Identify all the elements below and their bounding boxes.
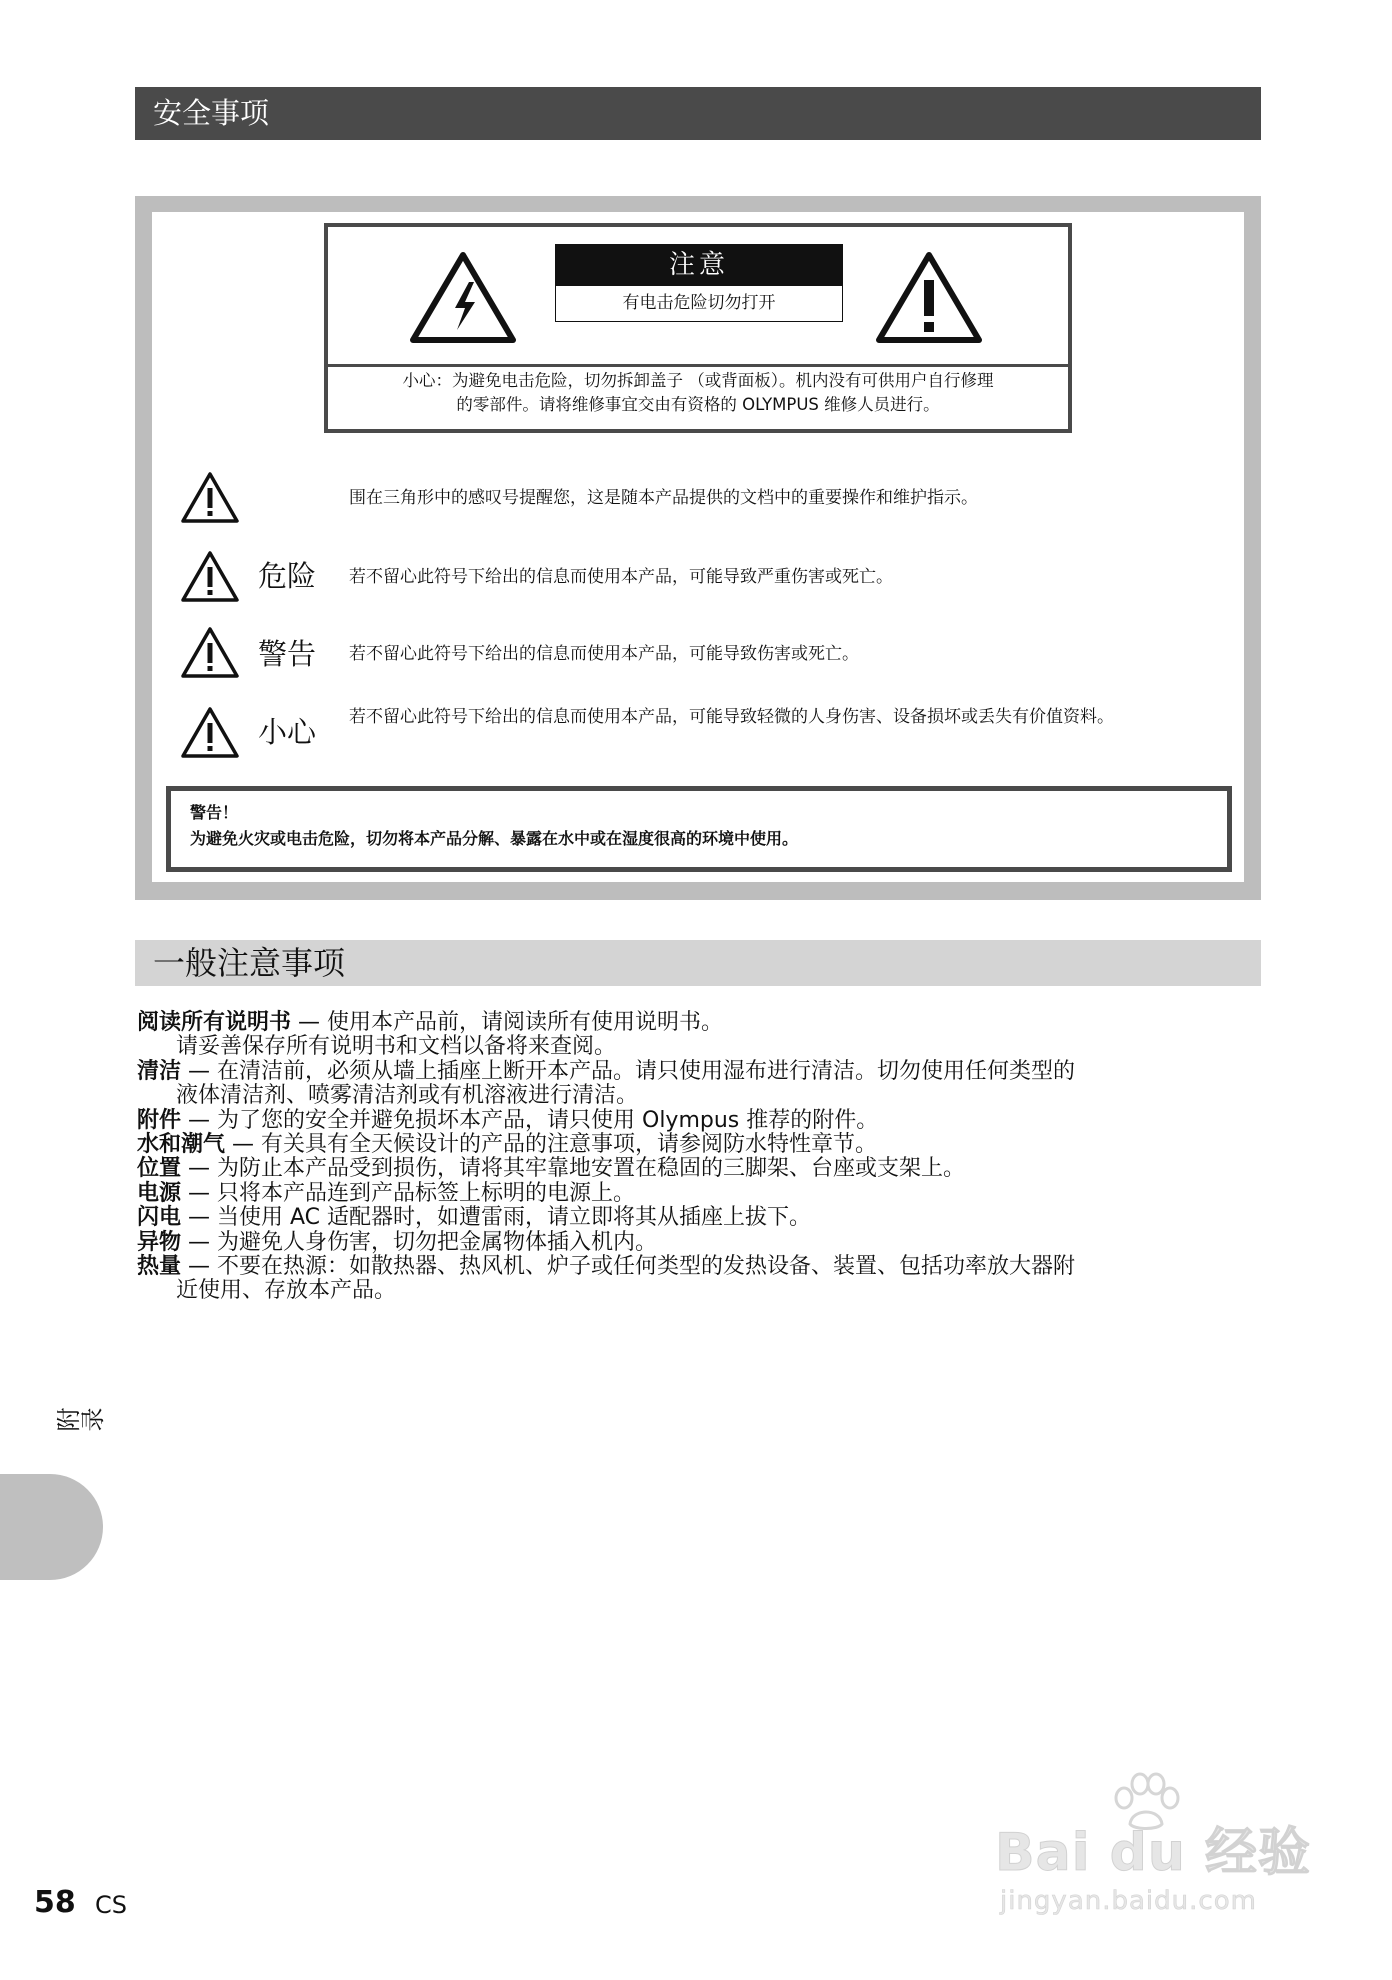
exclamation-triangle-icon [180,471,240,525]
warning-triangle-icon [180,626,240,680]
caution-title: 注意 [555,244,843,286]
caution-triangle-icon [180,706,240,760]
fire-warning-text: 为避免火灾或电击危险，切勿将本产品分解、暴露在水中或在湿度很高的环境中使用。 [190,829,799,848]
symbol-text-danger: 若不留心此符号下给出的信息而使用本产品，可能导致严重伤害或死亡。 [349,567,893,587]
note-item: 异物 — 为避免人身伤害，切勿把金属物体插入机内。 [137,1229,658,1255]
fire-warning-title: 警告！ [190,803,239,822]
note-item-continuation: 液体清洁剂、喷雾清洁剂或有机溶液进行清洁。 [176,1083,639,1109]
note-item: 位置 — 为防止本产品受到损伤，请将其牢靠地安置在稳固的三脚架、台座或支架上。 [137,1156,966,1182]
note-item: 电源 — 只将本产品连到产品标签上标明的电源上。 [137,1180,636,1206]
note-item-continuation: 请妥善保存所有说明书和文档以备将来查阅。 [176,1034,617,1060]
note-item: 附件 — 为了您的安全并避免损坏本产品，请只使用 Olympus 推荐的附件。 [137,1107,879,1133]
section-header-safety: 安全事项 [135,87,1261,140]
section-header-general: 一般注意事项 [135,940,1261,986]
symbol-label-caution: 小心 [258,715,317,749]
side-tab-label: 附录 [56,1408,104,1436]
symbol-text-warning: 若不留心此符号下给出的信息而使用本产品，可能导致伤害或死亡。 [349,644,859,664]
note-item: 热量 — 不要在热源：如散热器、热风机、炉子或任何类型的发热设备、装置、包括功率放大器附 [137,1254,1076,1280]
note-item: 阅读所有说明书 — 使用本产品前，请阅读所有使用说明书。 [137,1010,724,1035]
page-number: 58 [34,1885,76,1920]
watermark-url: jingyan.baidu.com [1000,1886,1257,1916]
symbol-text-notice: 围在三角形中的感叹号提醒您，这是随本产品提供的文档中的重要操作和维护指示。 [349,488,978,508]
general-notes [137,1011,1262,1304]
watermark-brand: Bai du 经验 [995,1823,1311,1883]
symbol-label-danger: 危险 [258,559,317,593]
caution-subtitle: 有电击危险切勿打开 [555,286,843,322]
caution-divider [328,364,1068,367]
symbol-text-caution: 若不留心此符号下给出的信息而使用本产品，可能导致轻微的人身伤害、设备损坏或丢失有价值资料。 [349,707,1114,727]
page-language: CS [95,1891,127,1919]
danger-triangle-icon [180,550,240,604]
note-item: 清洁 — 在清洁前，必须从墙上插座上断开本产品。请只使用湿布进行清洁。切勿使用任何类型的 [137,1058,1076,1084]
exclamation-warning-icon [874,250,984,346]
note-item: 水和潮气 — 有关具有全天候设计的产品的注意事项，请参阅防水特性章节。 [137,1132,878,1158]
note-item: 闪电 — 当使用 AC 适配器时，如遭雷雨，请立即将其从插座上拔下。 [137,1205,812,1231]
symbol-label-warning: 警告 [258,637,317,671]
side-tab [0,1474,103,1580]
note-item-continuation: 近使用、存放本产品。 [176,1278,397,1304]
electric-shock-warning-icon [408,250,518,346]
caution-note: 小心：为避免电击危险，切勿拆卸盖子 （或背面板）。机内没有可供用户自行修理 的零部件。请将维修事宜交由有资格的 OLYMPUS 维修人员进行。 [402,371,994,414]
